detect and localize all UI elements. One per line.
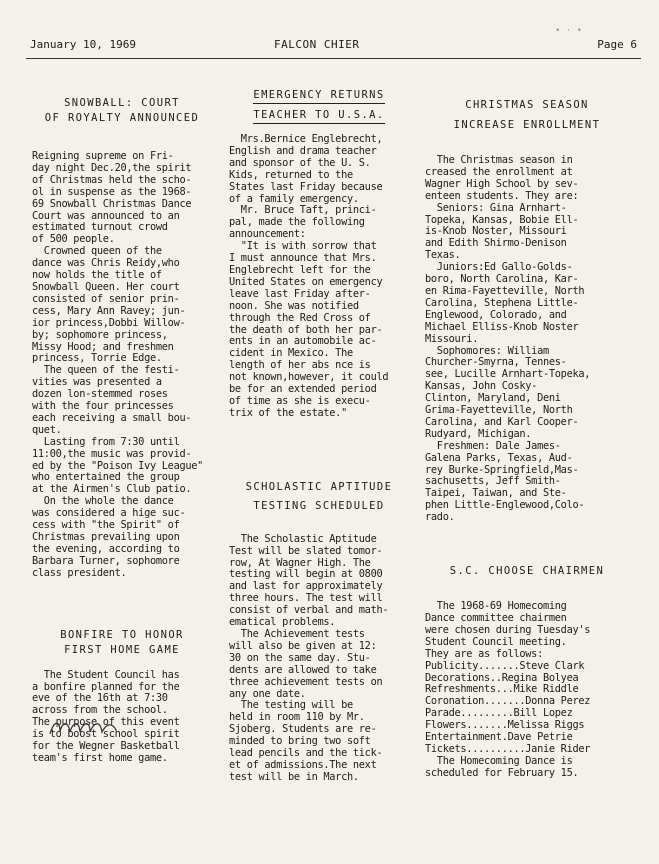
snowball-article-body: Reigning supreme on Fri- day night Dec.20,the spirit of Christmas held the scho- ol in suspense as the 1968- 69 Snowball Christmas Dance Court was announced to an estimated turnout crowd of 500 people. Crowned queen of the dance was Chris Reidy,who now holds the title of Snowball Queen. Her court consisted of senior prin- cess, Mary Ann Ravey; jun- ior princess,Dobbi Willow- by; sophomore princess, Missy Hood; and freshmen princess, Torrie Edge. The queen of the festi- vities was presented a dozen lon-stemmed roses with the four princesses each receiving a small bou- quet. Lasting from 7:30 until 11:00,the music was provid- ed by the "Poison Ivy League" who entertained the group at the Airmen's Club patio. On the whole the dance was considered a hige suc- cess with "the Spirit" of Christmas prevailing upon the evening, according to Barbara Turner, sophomore class president. [32, 150, 204, 579]
page-header [30, 38, 637, 54]
snowball-headline: SNOWBALL: COURT OF ROYALTY ANNOUNCED [44, 97, 200, 124]
chairmen-headline: S.C. CHOOSE CHAIRMEN [449, 565, 605, 578]
header-paper-name: FALCON CHIER [274, 38, 360, 51]
handwritten-scribble [46, 716, 156, 740]
column-right [425, 70, 629, 780]
header-date: January 10, 1969 [30, 38, 136, 51]
bonfire-article-body: The Student Council has a bonfire planned for the eve of the 16th at 7:30 across from the school. The purpose of this event is to boost school spirit for the Wegner Basketball team's first home game. [32, 668, 180, 764]
christmas-headline: CHRISTMAS SEASON INCREASE ENROLLMENT [453, 99, 601, 131]
aptitude-headline: SCHOLASTIC APTITUDE TESTING SCHEDULED [245, 480, 393, 512]
header-rule [26, 58, 641, 59]
emergency-article-body: Mrs.Bernice Englebrecht, English and drama teacher and sponsor of the U. S. Kids, returned to the States last Friday because of a family emergency. Mr. Bruce Taft, princi- pal, made the following announcement: "It is with sorrow that I must announce that Mrs. Englebrecht left for the United States on emergency leave last Friday after- noon. She was notified through the Red Cross of the death of both her par- ents in an automobile ac- cident in Mexico. The length of her abs nce is not known,however, it could be for an extended period of time as she is execu- trix of the estate." [229, 133, 389, 419]
header-page-number: Page 6 [597, 38, 637, 51]
emergency-headline: EMERGENCY RETURNS TEACHER TO U.S.A. [229, 88, 409, 124]
christmas-article-body: The Christmas season in creased the enrollment at Wagner High School by sev- enteen students. They are: Seniors: Gina Arnhart- Topeka, Kansas, Bobie Ell- is-Knob Noster, Missouri and Edith Shirmo-Denison Texas. Juniors:Ed Gallo-Golds- boro, North Carolina, Kar- en Rima-Fayetteville, North Carolina, Stephena Little- Englewood, Colorado, and Michael Elliss-Knob Noster Missouri. Sophomores: William Churcher-Smyrna, Tennes- see, Lucille Arnhart-Topeka, Kansas, John Cosky- Clinton, Maryland, Deni Grima-Fayetteville, North Carolina, and Karl Cooper- Rudyard, Michigan. Freshmen: Dale James- Galena Parks, Texas, Aud- rey Burke-Springfield,Mas- sachusetts, Jeff Smith- Taipei, Taiwan, and Ste- phen Little-Englewood,Colo- rado. [425, 154, 591, 524]
aptitude-article-body: The Scholastic Aptitude Test will be slated tomor- row, At Wagner High. The testing will begin at 0800 and last for approximately three hours. The test will consist of verbal and math- ematical problems. The Achievement tests will also be given at 12: 30 on the same day. Stu- dents are allowed to take three achievement tests on any one date. The testing will be held in room 110 by Mr. Sjoberg. Students are re- minded to bring two soft lead pencils and the tick- et of admissions.The next test will be in March. [229, 532, 389, 783]
corner-smudge: • · • [555, 26, 583, 36]
chairmen-article-body: The 1968-69 Homecoming Dance committee chairmen were chosen during Tuesday's Student Council meeting. They are as follows: Publicity.......Steve Clark Decorations..Regina Bolyea Refreshments...Mike Riddle Coronation.......Donna Perez Parade.........Bill Lopez Flowers.......Melissa Riggs Entertainment.Dave Petrie Tickets..........Janie Rider The Homecoming Dance is scheduled for February 15. [425, 600, 591, 779]
bonfire-headline: BONFIRE TO HONOR FIRST HOME GAME [60, 628, 184, 656]
column-middle [229, 70, 409, 784]
column-left [32, 70, 212, 765]
